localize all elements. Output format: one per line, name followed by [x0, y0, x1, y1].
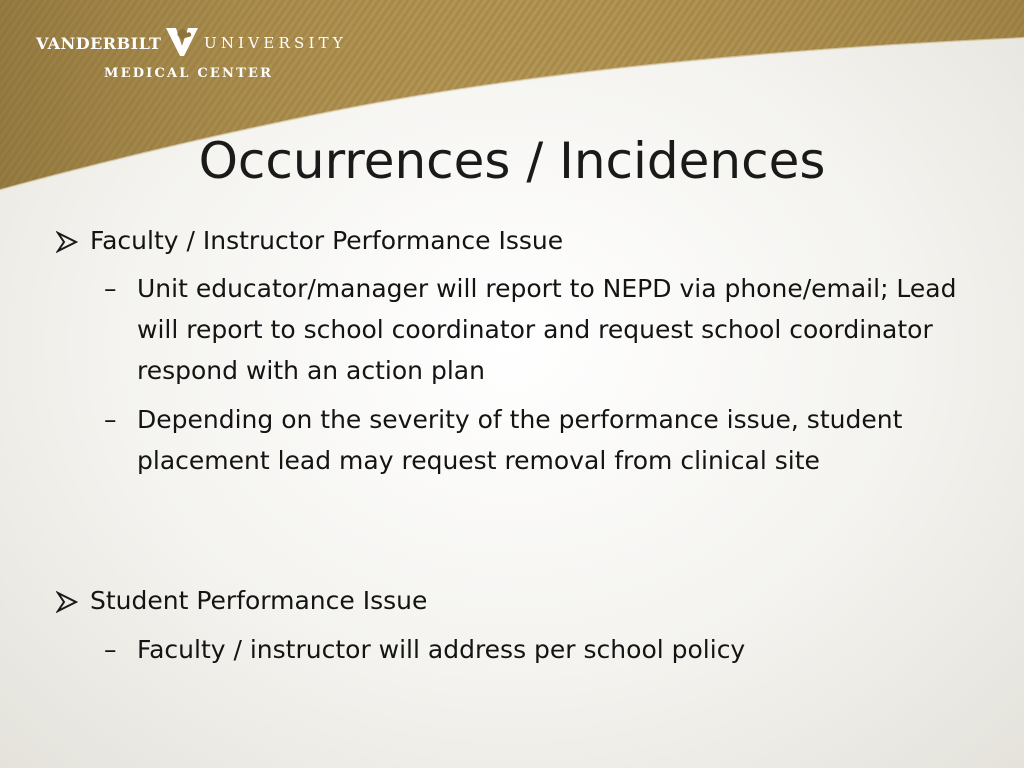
slide-title: Occurrences / Incidences [198, 132, 826, 190]
sub-bullet-marker: – [104, 405, 117, 434]
arrow-bullet-icon [56, 231, 78, 253]
bullet-student-performance: Student Performance Issue [90, 586, 428, 615]
bullet-faculty-performance: Faculty / Instructor Performance Issue [90, 226, 564, 255]
logo-university-text: UNIVERSITY [204, 34, 347, 52]
sub-bullet-removal: Depending on the severity of the performance issue, student placement lead may request removal from clinical site [137, 405, 903, 475]
sub-bullet-report-procedure: Unit educator/manager will report to NEPD via phone/email; Lead will report to school coordinator and request school coordinator respond with an action plan [137, 274, 957, 385]
logo-medical-center-text: MEDICAL CENTER [104, 66, 274, 81]
logo-vanderbilt-text: VANDERBILT [36, 34, 162, 53]
sub-bullet-marker: – [104, 635, 117, 664]
sub-bullet-marker: – [104, 274, 117, 303]
vanderbilt-logo [0, 0, 360, 90]
vanderbilt-v-oak-leaf-icon [164, 26, 200, 58]
arrow-bullet-icon [56, 591, 78, 613]
sub-bullet-school-policy: Faculty / instructor will address per school policy [137, 635, 746, 664]
